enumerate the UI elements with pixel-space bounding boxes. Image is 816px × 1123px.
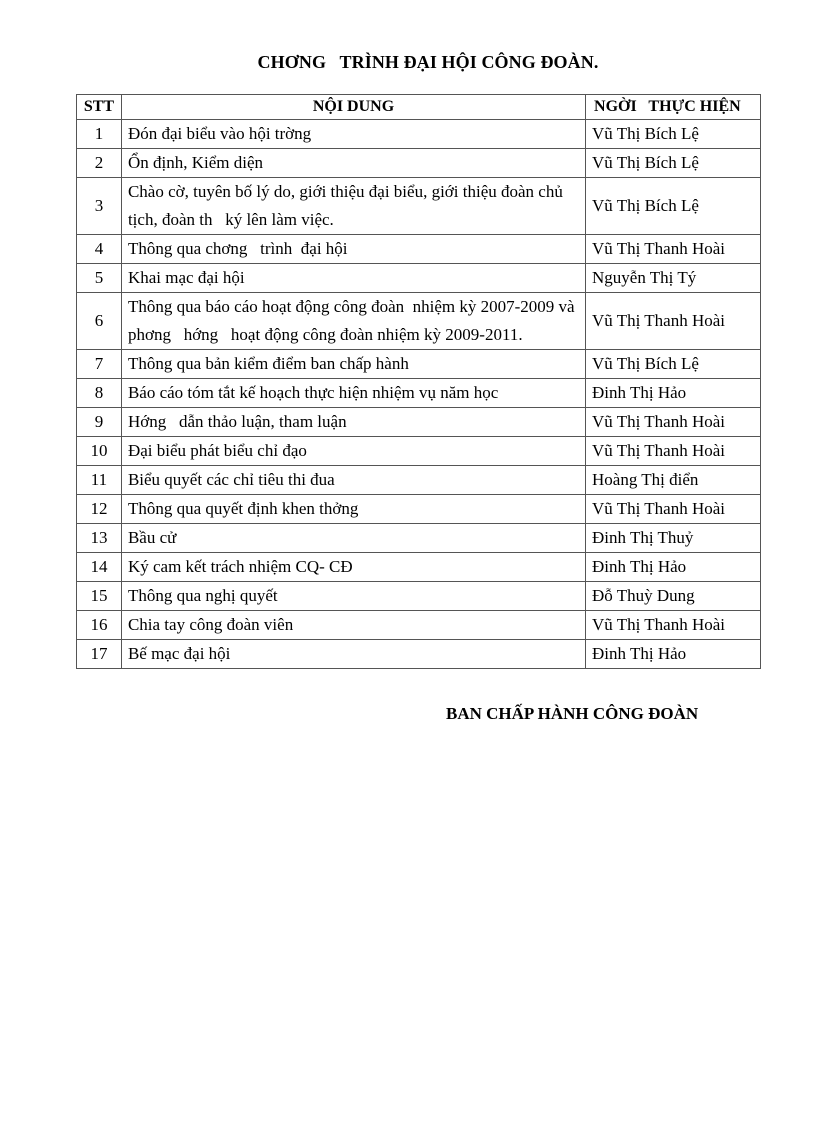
- row-performer: Vũ Thị Thanh Hoài: [586, 408, 761, 437]
- table-row: [77, 437, 761, 466]
- table-row: [77, 350, 761, 379]
- row-number: 16: [77, 611, 122, 640]
- row-number: 13: [77, 524, 122, 553]
- row-number: 1: [77, 120, 122, 149]
- row-number: 17: [77, 640, 122, 669]
- row-performer: Đinh Thị Thuỷ: [586, 524, 761, 553]
- row-number: 6: [77, 293, 122, 350]
- row-content: Thông qua bản kiểm điểm ban chấp hành: [121, 350, 585, 379]
- table-header-row: [77, 95, 761, 120]
- row-performer: Vũ Thị Bích Lệ: [586, 350, 761, 379]
- row-content: Bầu cử: [121, 524, 585, 553]
- table-row: [77, 235, 761, 264]
- row-number: 15: [77, 582, 122, 611]
- row-content: Đại biểu phát biểu chỉ đạo: [121, 437, 585, 466]
- row-performer: Vũ Thị Thanh Hoài: [586, 495, 761, 524]
- table-row: [77, 640, 761, 669]
- row-number: 14: [77, 553, 122, 582]
- row-performer: Vũ Thị Thanh Hoài: [586, 235, 761, 264]
- row-performer: Nguyễn Thị Tý: [586, 264, 761, 293]
- table-row: [77, 553, 761, 582]
- table-row: [77, 379, 761, 408]
- row-content: Biểu quyết các chỉ tiêu thi đua: [121, 466, 585, 495]
- table-row: [77, 611, 761, 640]
- row-number: 4: [77, 235, 122, 264]
- row-content: Thông qua quyết định khen thởng: [121, 495, 585, 524]
- row-performer: Đinh Thị Hảo: [586, 379, 761, 408]
- program-table: [76, 94, 761, 669]
- row-content: Chia tay công đoàn viên: [121, 611, 585, 640]
- row-content: Ổn định, Kiểm diện: [121, 149, 585, 178]
- header-performer: NGỜI THỰC HIỆN: [586, 95, 761, 120]
- row-number: 2: [77, 149, 122, 178]
- table-row: [77, 178, 761, 235]
- table-row: [77, 466, 761, 495]
- header-content: NỘI DUNG: [121, 95, 585, 120]
- table-row: [77, 120, 761, 149]
- row-performer: Đỗ Thuỳ Dung: [586, 582, 761, 611]
- table-row: [77, 293, 761, 350]
- row-content: Thông qua chơng trình đại hội: [121, 235, 585, 264]
- row-number: 7: [77, 350, 122, 379]
- table-row: [77, 264, 761, 293]
- row-performer: Vũ Thị Thanh Hoài: [586, 437, 761, 466]
- row-number: 8: [77, 379, 122, 408]
- table-row: [77, 582, 761, 611]
- table-row: [77, 524, 761, 553]
- row-content: Báo cáo tóm tắt kế hoạch thực hiện nhiệm vụ năm học: [121, 379, 585, 408]
- row-performer: Hoàng Thị điển: [586, 466, 761, 495]
- row-content: Thông qua nghị quyết: [121, 582, 585, 611]
- row-number: 5: [77, 264, 122, 293]
- row-performer: Vũ Thị Bích Lệ: [586, 149, 761, 178]
- table-row: [77, 408, 761, 437]
- row-number: 3: [77, 178, 122, 235]
- row-content: Đón đại biểu vào hội trờng: [121, 120, 585, 149]
- row-performer: Vũ Thị Bích Lệ: [586, 120, 761, 149]
- row-number: 11: [77, 466, 122, 495]
- row-content: Hớng dẫn thảo luận, tham luận: [121, 408, 585, 437]
- row-number: 12: [77, 495, 122, 524]
- table-row: [77, 149, 761, 178]
- table-row: [77, 495, 761, 524]
- row-number: 9: [77, 408, 122, 437]
- document-title: CHƠNG TRÌNH ĐẠI HỘI CÔNG ĐOÀN.: [257, 52, 599, 72]
- signature: BAN CHẤP HÀNH CÔNG ĐOÀN: [446, 704, 699, 723]
- row-number: 10: [77, 437, 122, 466]
- row-performer: Vũ Thị Bích Lệ: [586, 178, 761, 235]
- row-performer: Vũ Thị Thanh Hoài: [586, 293, 761, 350]
- row-content: Chào cờ, tuyên bố lý do, giới thiệu đại biểu, giới thiệu đoàn chủ tịch, đoàn th ký lên làm việc.: [121, 178, 585, 235]
- row-content: Bế mạc đại hội: [121, 640, 585, 669]
- header-stt: STT: [77, 95, 122, 120]
- row-content: Ký cam kết trách nhiệm CQ- CĐ: [121, 553, 585, 582]
- row-performer: Đinh Thị Hảo: [586, 640, 761, 669]
- row-performer: Vũ Thị Thanh Hoài: [586, 611, 761, 640]
- row-content: Khai mạc đại hội: [121, 264, 585, 293]
- row-performer: Đinh Thị Hảo: [586, 553, 761, 582]
- row-content: Thông qua báo cáo hoạt động công đoàn nhiệm kỳ 2007-2009 và phơng hớng hoạt động công đoàn nhiệm kỳ 2009-2011.: [121, 293, 585, 350]
